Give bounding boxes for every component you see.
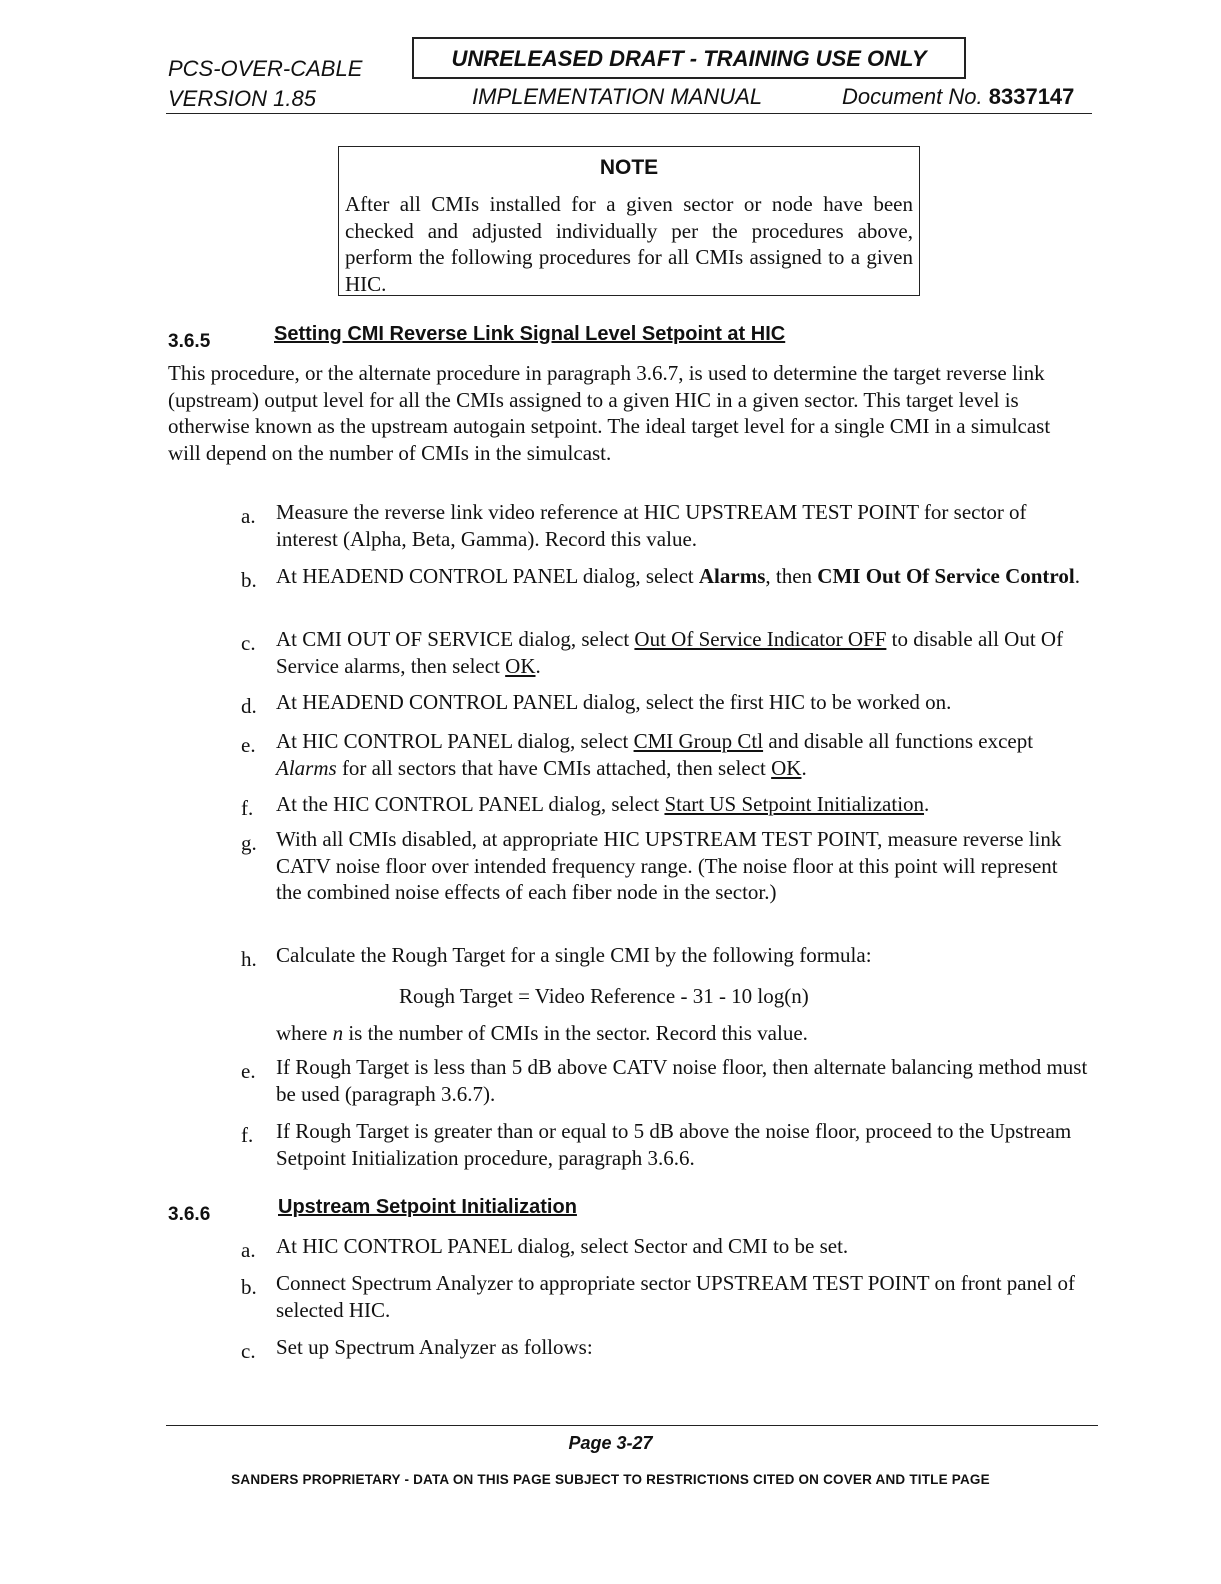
footer-rule [166,1425,1098,1426]
section-number: 3.6.6 [168,1204,211,1225]
step-text: At HEADEND CONTROL PANEL dialog, select the first HIC to be worked on. [276,690,952,714]
step-text: At HEADEND CONTROL PANEL dialog, select Alarms, then CMI Out Of Service Control. [276,564,1080,588]
note-box [338,146,920,296]
step-text: At HIC CONTROL PANEL dialog, select CMI Group Ctl and disable all functions except Alarms for all sectors that have CMIs attached, then select OK. [276,729,1034,780]
step-label: c. [241,1339,256,1363]
step-label: h. [241,947,257,971]
document-number [842,84,1074,110]
manual-title: IMPLEMENTATION MANUAL [472,84,763,109]
step-text: At CMI OUT OF SERVICE dialog, select Out Of Service Indicator OFF to disable all Out Of Service alarms, then select OK. [276,627,1064,678]
step-label: b. [241,1275,257,1299]
proprietary-notice: SANDERS PROPRIETARY - DATA ON THIS PAGE SUBJECT TO RESTRICTIONS CITED ON COVER AND TITLE PAGE [231,1472,990,1487]
document-number-value: 8337147 [988,84,1075,109]
step-text: Connect Spectrum Analyzer to appropriate sector UPSTREAM TEST POINT on front panel of selected HIC. [276,1271,1076,1322]
step-text: If Rough Target is greater than or equal to 5 dB above the noise floor, proceed to the Upstream Setpoint Initialization procedure, paragraph 3.6.6. [276,1119,1072,1170]
section-title: Setting CMI Reverse Link Signal Level Setpoint at HIC [274,323,786,345]
page-number: Page 3-27 [568,1433,653,1453]
draft-notice-box [412,37,966,79]
step-label: e. [241,733,256,757]
step-label: e. [241,1059,256,1083]
step-label: f. [241,1123,254,1147]
note-title: NOTE [599,156,659,179]
step-label: c. [241,631,256,655]
document-number-label: Document No. [842,84,983,109]
step-text: Set up Spectrum Analyzer as follows: [276,1335,593,1359]
section-intro: This procedure, or the alternate procedure in paragraph 3.6.7, is used to determine the target reverse link (upstream) output level for all the CMIs assigned to a given HIC in a given sector. This target level is otherwise known as the upstream autogain setpoint. The ideal target level for a single CMI in a simulcast will depend on the number of CMIs in the simulcast. [168,361,1051,465]
step-text: At HIC CONTROL PANEL dialog, select Sector and CMI to be set. [276,1234,849,1258]
step-label: g. [241,831,257,855]
step-label: b. [241,568,257,592]
step-text: If Rough Target is less than 5 dB above CATV noise floor, then alternate balancing method must be used (paragraph 3.6.7). [276,1055,1088,1106]
header-rule [166,113,1092,114]
draft-notice: UNRELEASED DRAFT - TRAINING USE ONLY [451,46,927,71]
formula: Rough Target = Video Reference - 31 - 10 log(n) [399,984,809,1008]
section-title: Upstream Setpoint Initialization [278,1196,577,1218]
section-number: 3.6.5 [168,331,211,352]
step-text: At the HIC CONTROL PANEL dialog, select Start US Setpoint Initialization. [276,792,930,816]
version-label: VERSION 1.85 [168,86,316,111]
step-text: Calculate the Rough Target for a single CMI by the following formula: [276,943,872,967]
step-text: Measure the reverse link video reference at HIC UPSTREAM TEST POINT for sector of interest (Alpha, Beta, Gamma). Record this value. [276,500,1027,551]
step-label: a. [241,504,256,528]
note-body: After all CMIs installed for a given sector or node have been checked and adjusted individually per the procedures above, perform the following procedures for all CMIs assigned to a given HIC. [345,192,913,296]
step-label: f. [241,796,254,820]
step-text: With all CMIs disabled, at appropriate HIC UPSTREAM TEST POINT, measure reverse link CATV noise floor over intended frequency range. (The noise floor at this point will represent the combined noise effects of each fiber node in the sector.) [276,827,1062,904]
product-name: PCS-OVER-CABLE [168,56,363,81]
step-label: a. [241,1238,256,1262]
formula-note: where n is the number of CMIs in the sector. Record this value. [276,1021,808,1045]
step-label: d. [241,694,257,718]
